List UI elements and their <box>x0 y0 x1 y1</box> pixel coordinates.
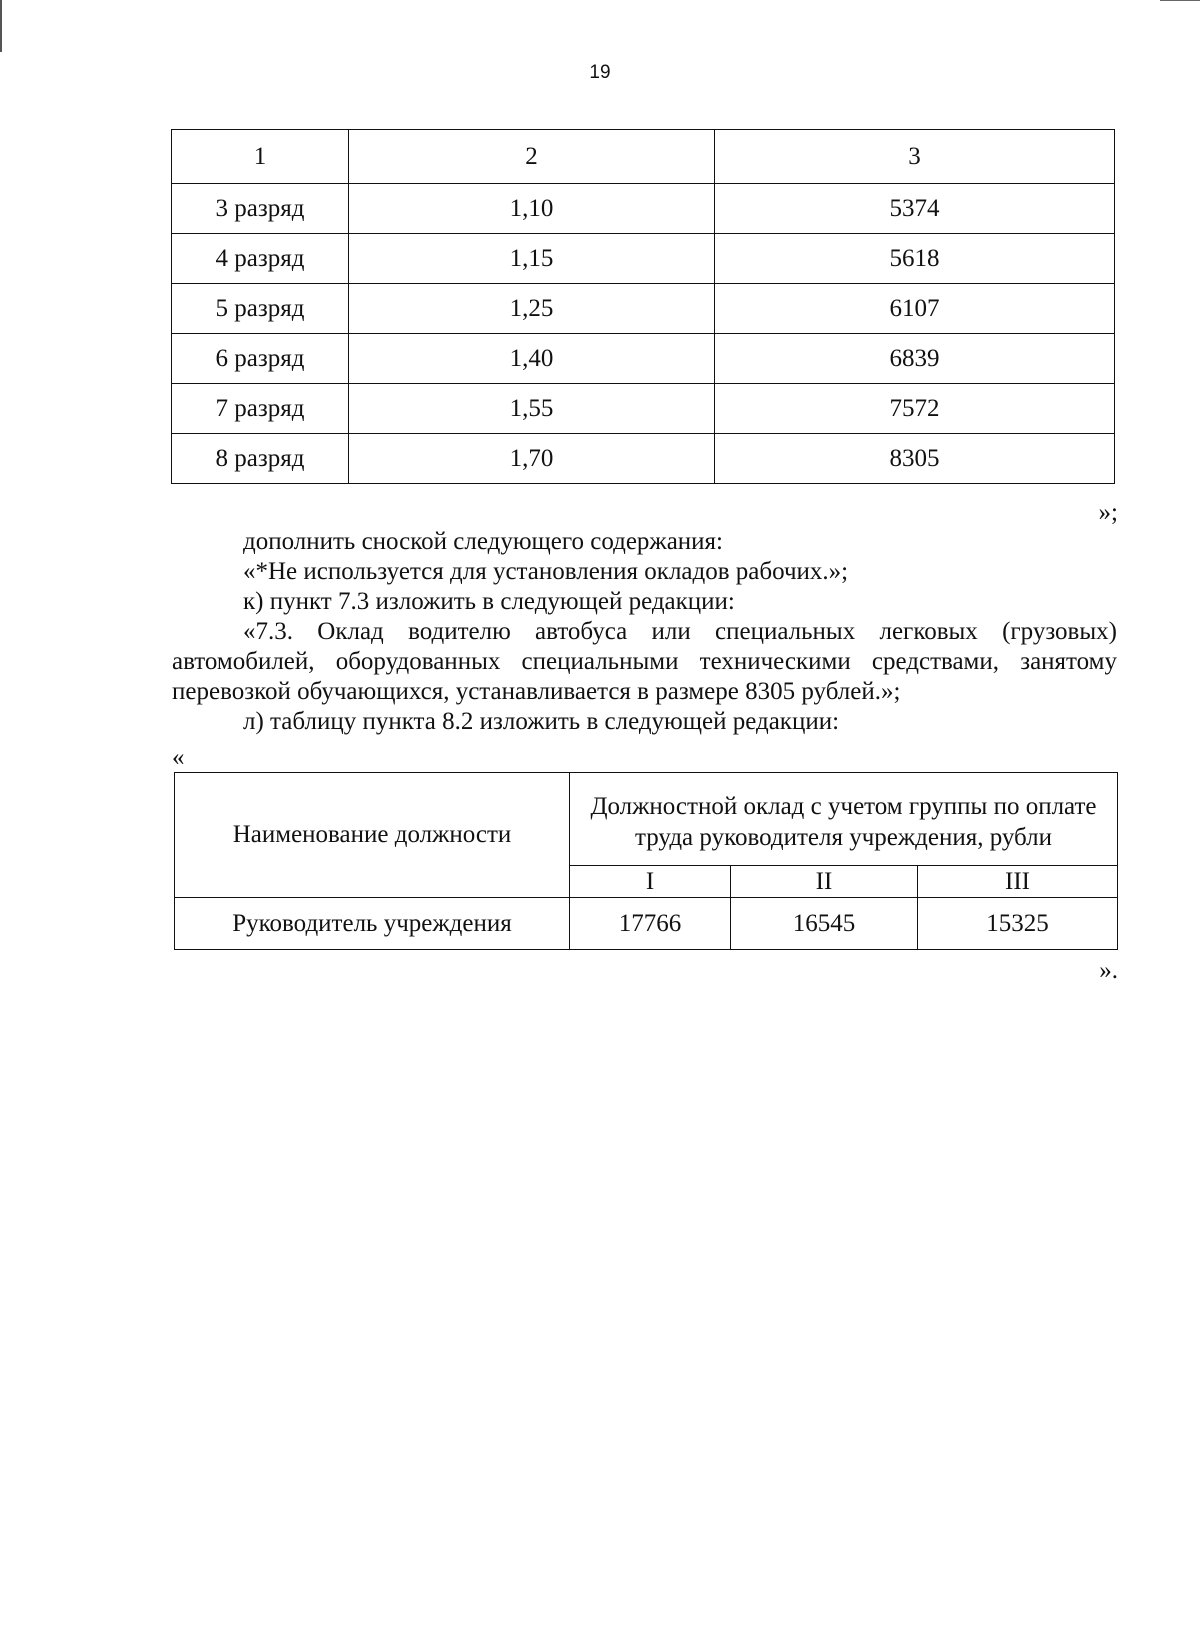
salary-cell: 6839 <box>715 334 1115 384</box>
paragraph-footnote-text: «*Не используется для установления окладов рабочих.»; <box>243 558 849 585</box>
table-closing-quote: ». <box>1099 957 1118 984</box>
coefficient-cell: 1,15 <box>349 234 715 284</box>
coefficient-cell: 1,25 <box>349 284 715 334</box>
salary-cell: 5618 <box>715 234 1115 284</box>
paragraph-clause-7-3: «7.3. Оклад водителю автобуса или специальных легковых (грузовых) автомобилей, оборудованных специальными техническими средствами, занятому перевозкой обучающихся, устанавливается в размере 8305 рублей.»; <box>172 618 1117 705</box>
coefficient-cell: 1,55 <box>349 384 715 434</box>
position-name-cell: Руководитель учреждения <box>175 898 570 950</box>
head-salary-table <box>174 772 1118 950</box>
tariff-table <box>171 129 1115 484</box>
table-closing-quote: »; <box>1098 499 1118 526</box>
table-row <box>172 334 1115 384</box>
paragraph-item-l: л) таблицу пункта 8.2 изложить в следующей редакции: <box>243 708 840 735</box>
salary-group-header: Должностной оклад с учетом группы по оплате труда руководителя учреждения, рубли <box>570 773 1118 866</box>
salary-cell: 6107 <box>715 284 1115 334</box>
salary-cell: 7572 <box>715 384 1115 434</box>
position-name-header: Наименование должности <box>175 773 570 898</box>
grade-cell: 8 разряд <box>172 434 349 484</box>
salary-cell: 15325 <box>918 898 1118 950</box>
paragraph-item-k: к) пункт 7.3 изложить в следующей редакции: <box>243 588 735 615</box>
table-row <box>175 898 1118 950</box>
grade-cell: 7 разряд <box>172 384 349 434</box>
group-number: II <box>731 866 918 898</box>
column-number: 3 <box>715 130 1115 184</box>
column-number: 2 <box>349 130 715 184</box>
scan-edge-mark <box>1160 0 1200 1</box>
table-header-row <box>175 773 1118 866</box>
table-header-row <box>172 130 1115 184</box>
salary-cell: 8305 <box>715 434 1115 484</box>
scan-edge-mark <box>0 0 2 52</box>
table-row <box>172 384 1115 434</box>
coefficient-cell: 1,40 <box>349 334 715 384</box>
table-row <box>172 284 1115 334</box>
page-number: 19 <box>589 62 611 83</box>
coefficient-cell: 1,70 <box>349 434 715 484</box>
column-number: 1 <box>172 130 349 184</box>
paragraph-footnote-intro: дополнить сноской следующего содержания: <box>243 528 724 555</box>
group-number: I <box>570 866 731 898</box>
group-number: III <box>918 866 1118 898</box>
table-row <box>172 184 1115 234</box>
table-row <box>172 234 1115 284</box>
grade-cell: 3 разряд <box>172 184 349 234</box>
salary-cell: 16545 <box>731 898 918 950</box>
grade-cell: 6 разряд <box>172 334 349 384</box>
table-opening-quote: « <box>172 744 185 771</box>
table-row <box>172 434 1115 484</box>
grade-cell: 4 разряд <box>172 234 349 284</box>
salary-cell: 17766 <box>570 898 731 950</box>
salary-cell: 5374 <box>715 184 1115 234</box>
coefficient-cell: 1,10 <box>349 184 715 234</box>
grade-cell: 5 разряд <box>172 284 349 334</box>
